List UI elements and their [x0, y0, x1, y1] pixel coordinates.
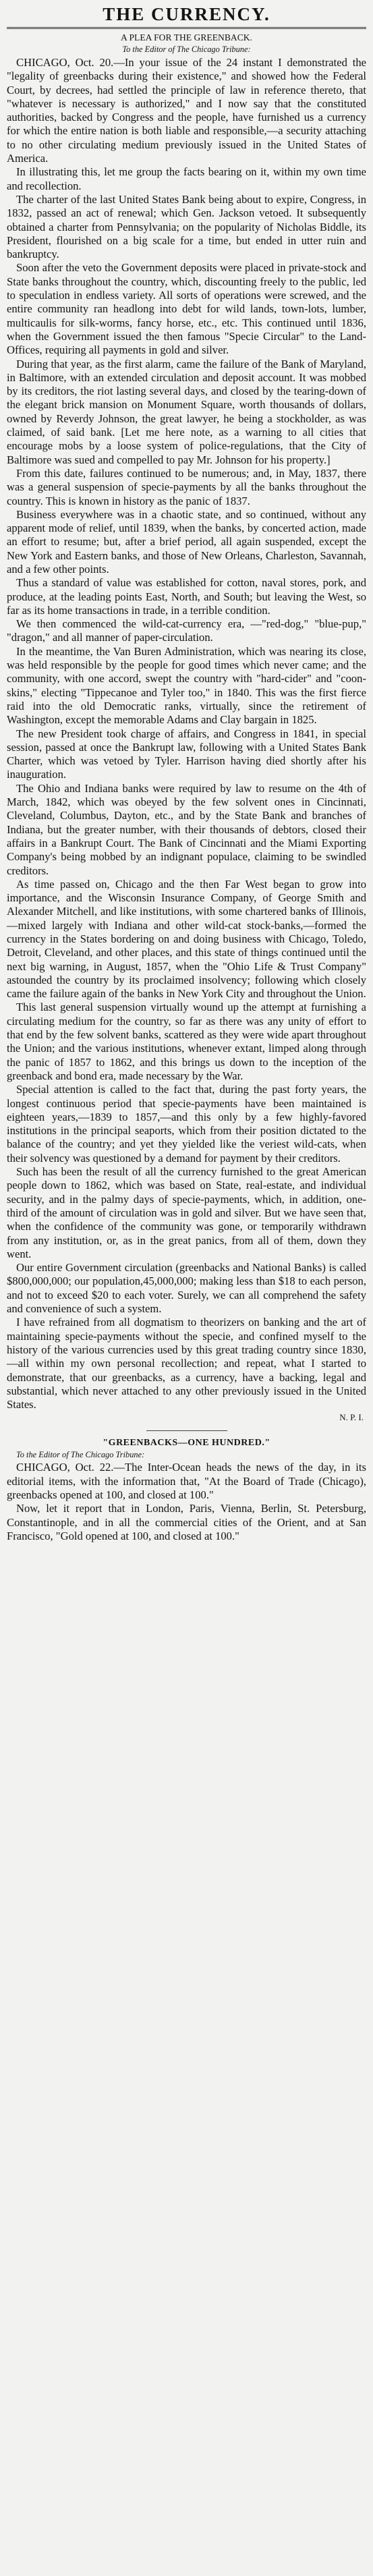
- paragraph: We then commenced the wild-cat-currency era, —"red-dog," "blue-pup," "dragon," and all manner of paper-circulation.: [7, 617, 366, 644]
- subhead: A PLEA FOR THE GREENBACK.: [121, 32, 252, 43]
- paragraph: In illustrating this, let me group the facts bearing on it, within my own time and recollection.: [7, 165, 366, 192]
- signature: N. P. I.: [339, 1412, 364, 1423]
- paragraph: Now, let it report that in London, Paris, Vienna, Berlin, St. Petersburg, Constantinople, and in all the commercial cities of the Orient, and at San Francisco, "Gold opened at 100, and closed at 100.": [7, 1502, 366, 1542]
- paragraph: CHICAGO, Oct. 22.—The Inter-Ocean heads the news of the day, in its editorial items, with the information that, "At the Board of Trade (Chicago), greenbacks opened at 100, and closed at 100.": [7, 1461, 366, 1501]
- paragraph: This last general suspension virtually wound up the attempt at furnishing a circulating medium for the country, so far as there was any unity of effort to that end by the few solvent banks, scattered as they were wide apart throughout the Union; and the various institutions, whenever extant, limped along through the panic of 1857 to 1862, and this brings us down to the inception of the greenback and bond era, made necessary by the War.: [7, 1001, 366, 1082]
- paragraph: I have refrained from all dogmatism to theorizers on banking and the art of maintaining specie-payments without the specie, and confined myself to the history of the various currencies used by this great trading country since 1830,—all within my own personal recollection; and repeat, what I started to demonstrate, that our greenbacks, as a currency, have a backing, legal and substantial, which never attached to any other previously issued in the United States.: [7, 1316, 366, 1411]
- paragraph: The Ohio and Indiana banks were required by law to resume on the 4th of March, 1842, which was obeyed by the few solvent ones in Cincinnati, Cleveland, Columbus, Dayton, etc., and by the State Bank and branches of Indiana, but the greater number, with their thousands of debtors, closed their affairs in a Bankrupt Court. The Bank of Cincinnati and the Miami Exporting Company's being mobbed by an indignant populace, claiming to be swindled creditors.: [7, 781, 366, 877]
- paragraph: Thus a standard of value was established for cotton, naval stores, pork, and produce, at the leading points East, North, and South; but leaving the West, so far as its home transactions in trade, in a terrible condition.: [7, 576, 366, 617]
- paragraph: Special attention is called to the fact that, during the past forty years, the longest continuous period that specie-payments have been maintained is eighteen years,—1839 to 1857,—and this only by a few highly-favored institutions in the principal seaports, which from their position dictated to the balance of the country; and yet they yielded like the veriest wild-cats, when their solvency was questioned by a demand for payment by their creditors.: [7, 1083, 366, 1165]
- paragraph: The new President took charge of affairs, and Congress in 1841, in special session, passed at once the Bankrupt law, following with a United States Bank Charter, which was vetoed by Tyler. Harrison having died shortly after his inauguration.: [7, 727, 366, 781]
- dedication: To the Editor of The Chicago Tribune:: [122, 45, 251, 54]
- paragraph: Such has been the result of all the currency furnished to the great American people down to 1862, which was based on State, real-estate, and individual security, and in the palmy days of specie-payments, which, in addition, one-third of the amount of circulation was in gold and silver. But we have seen that, when the confidence of the community was gone, or temporarily withdrawn from any institution, or, as in the great panics, from all of them, down they went.: [7, 1165, 366, 1260]
- paragraph: Our entire Government circulation (greenbacks and National Banks) is called $800,000,000; our population,45,000,000; making less than $18 to each person, and not to exceed $20 to each voter. Surely, we can all comprehend the safety and convenience of such a system.: [7, 1261, 366, 1316]
- paragraph: During that year, as the first alarm, came the failure of the Bank of Maryland, in Baltimore, with an extended circulation and deposit account. It was mobbed by its creditors, the riot lasting several days, and closed by the tearing-down of the elegant brick mansion on Monument Square, worth thousands of dollars, owned by Reverdy Johnson, the great lawyer, he being a stockholder, as was claimed, of said bank. [Let me here note, as a warning to all cities that encourage mobs by a loose system of police-regulations, that the City of Baltimore was sued and compelled to pay Mr. Johnson for his property.]: [7, 357, 366, 466]
- article-body: [7, 56, 366, 1543]
- paragraph: In the meantime, the Van Buren Administration, which was nearing its close, was held responsible by the people for good times which never came; and the community, with one accord, swept the country with "hard-cider" and "coon-skins," electing "Tippecanoe and Tyler too," in 1840. This was the first fierce raid into the old Democratic ranks, virtually, since the retirement of Washington, except the memorable Adams and Clay bargain in 1825.: [7, 644, 366, 727]
- paragraph: From this date, failures continued to be numerous; and, in May, 1837, there was a general suspension of specie-payments by all the banks throughout the country. This is known in history as the panic of 1837.: [7, 466, 366, 507]
- paragraph: Soon after the veto the Government deposits were placed in private-stock and State banks throughout the country, which, discounting freely to the public, led to speculation in endless variety. All sorts of operations were screwed, and the entire community ran headlong into debt for wild lands, town-lots, lumber, multicaulis for silk-worms, fancy horse, etc., etc. This continued until 1836, when the Government issued the then famous "Specie Circular" to the Land-Offices, requiring all payments in gold and silver.: [7, 261, 366, 357]
- section-divider: [146, 1430, 227, 1431]
- paragraph: Business everywhere was in a chaotic state, and so continued, without any apparent mode of relief, until 1839, when the banks, by concerted action, made an effort to resume; but, after a brief period, all again suspended, except the New York and Eastern banks, and those of New Orleans, Charleston, Savannah, and a few other points.: [7, 507, 366, 576]
- headline: THE CURRENCY.: [103, 4, 270, 24]
- paragraph: As time passed on, Chicago and the then Far West began to grow into importance, and the Wisconsin Insurance Company, of George Smith and Alexander Mitchell, and like institutions, with some chartered banks of Illinois,—mixed largely with Indiana and other wild-cat stock-banks,—formed the currency in the States bordering on and doing business with Chicago, Toledo, Detroit, Cleveland, and other places, and this state of things continued until the next big warning, in August, 1857, when the "Ohio Life & Trust Company" astounded the country by its proclaimed insolvency; following which closely came the failure again of the banks in New York City and throughout the Union.: [7, 877, 366, 1001]
- headline-rule: [7, 27, 366, 29]
- greenbacks-dedication: To the Editor of The Chicago Tribune:: [16, 1450, 145, 1460]
- paragraph: The charter of the last United States Bank being about to expire, Congress, in 1832, passed an act of renewal; which Gen. Jackson vetoed. It subsequently obtained a charter from Pennsylvania; on the popularity of Nicholas Biddle, its President, flourished on a big scale for a time, but ended in utter ruin and bankruptcy.: [7, 192, 366, 261]
- paragraph: CHICAGO, Oct. 20.—In your issue of the 24 instant I demonstrated the "legality of greenbacks during their existence," and showed how the Federal Court, by decrees, had settled the principle of law in reference thereto, that "whatever is necessary is authorized," and I now say that the constituted authorities, backed by Congress and the people, have furnished us a currency for which the entire nation is both liable and responsible,—a security attaching to no other circulating medium previously issued in the United States of America.: [7, 56, 366, 165]
- greenbacks-title: "GREENBACKS—ONE HUNDRED.": [103, 1438, 270, 1449]
